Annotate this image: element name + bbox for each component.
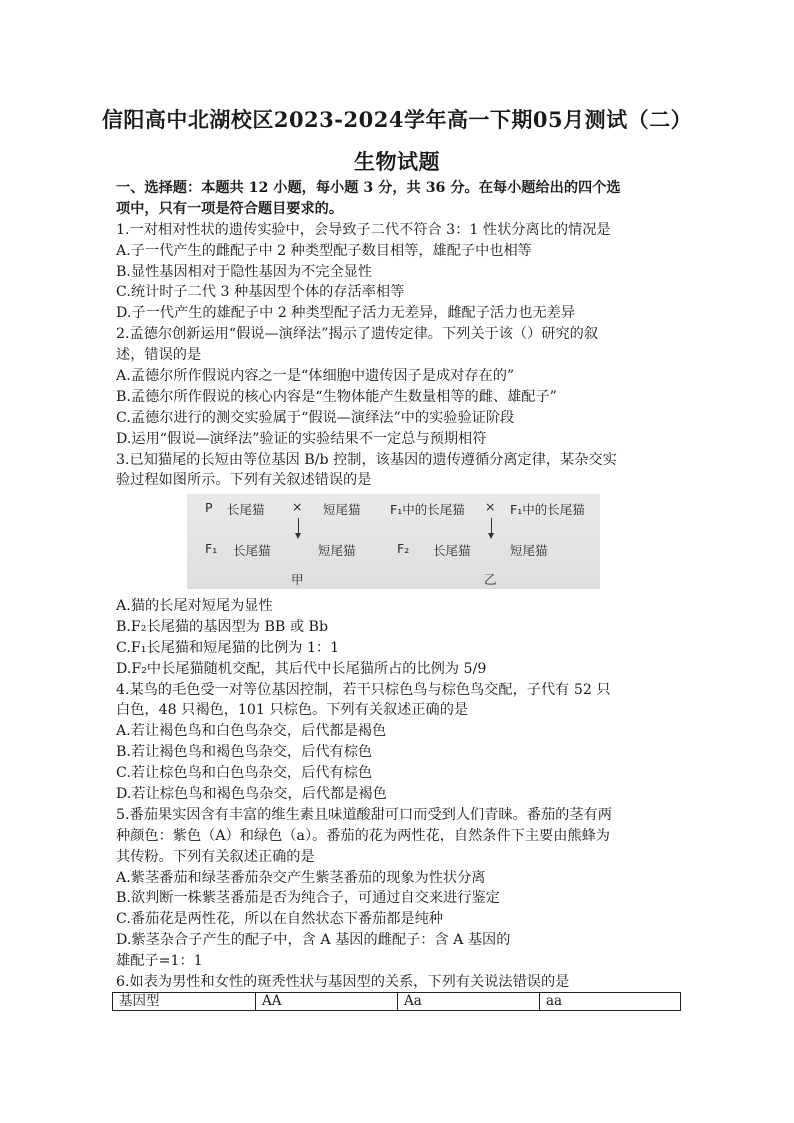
f1-label: F₁ xyxy=(205,541,218,556)
f1-long-tail: 长尾猫 xyxy=(233,543,271,558)
label-yi: 乙 xyxy=(484,572,497,587)
f2-short-tail: 短尾猫 xyxy=(510,543,548,558)
table-header-cell: aa xyxy=(546,993,563,1009)
section-heading-line-1: 一、选择题：本题共 12 小题，每小题 3 分，共 36 分。在每小题给出的四个选 xyxy=(116,180,621,196)
text-line: A.若让褐色鸟和白色鸟杂交，后代都是褐色 xyxy=(116,723,387,740)
text-line: D.紫茎杂合子产生的配子中，含 A 基因的雌配子：含 A 基因的 xyxy=(116,932,511,949)
text-line: A.孟德尔所作假说内容之一是“体细胞中遗传因子是成对存在的” xyxy=(116,368,515,385)
questions-bottom xyxy=(116,596,686,993)
text-line: 验过程如图所示。下列有关叙述错误的是 xyxy=(116,472,372,489)
arrowhead-icon xyxy=(295,533,301,539)
cross-symbol: × xyxy=(292,499,303,514)
text-line: A.猫的长尾对短尾为显性 xyxy=(116,598,273,614)
text-line: 其传粉。下列有关叙述正确的是 xyxy=(116,848,315,865)
table-header-cell: Aa xyxy=(398,993,540,1010)
text-line: B.显性基因相对于隐性基因为不完全显性 xyxy=(116,263,373,280)
table-header-cell: 基因型 xyxy=(113,993,256,1010)
text-line: 5.番茄果实因含有丰富的维生素且味道酸甜可口而受到人们青睐。番茄的茎有两 xyxy=(116,806,612,823)
text-line: C.F₁长尾猫和短尾猫的比例为 1：1 xyxy=(116,639,340,656)
text-line: B.孟德尔所作假说的核心内容是“生物体能产生数量相等的雌、雄配子” xyxy=(116,388,557,405)
text-line: A.子一代产生的雌配子中 2 种类型配子数目相等，雄配子中也相等 xyxy=(116,242,532,259)
text-line: 6.如表为男性和女性的斑秃性状与基因型的关系，下列有关说法错误的是 xyxy=(116,974,570,991)
text-line: 述，错误的是 xyxy=(116,347,202,364)
f2-long-tail: 长尾猫 xyxy=(433,543,471,558)
text-line: 3.已知猫尾的长短由等位基因 B/b 控制，该基因的遗传遵循分离定律，某杂交实 xyxy=(116,451,617,468)
questions-top xyxy=(116,178,686,491)
arrow-down-icon xyxy=(491,518,492,534)
table-header-cell: AA xyxy=(256,993,398,1010)
f1-long-tail-b: F₁中的长尾猫 xyxy=(510,502,585,517)
arrowhead-icon xyxy=(488,533,494,539)
section-heading-line-2: 项中，只有一项是符合题目要求的。 xyxy=(116,200,344,217)
text-line: 1.一对相对性状的遗传实验中，会导致子二代不符合 3：1 性状分离比的情况是 xyxy=(116,221,611,238)
text-line: C.孟德尔进行的测交实验属于“假说—演绎法”中的实验验证阶段 xyxy=(116,409,515,426)
cross-symbol-2: × xyxy=(485,499,496,514)
page-subtitle: 生物试题 xyxy=(354,149,440,174)
arrow-down-icon xyxy=(298,518,299,534)
text-line: B.F₂长尾猫的基因型为 BB 或 Bb xyxy=(116,618,329,635)
text-line: 雄配子=1：1 xyxy=(116,953,203,970)
text-line: A.紫茎番茄和绿茎番茄杂交产生紫茎番茄的现象为性状分离 xyxy=(116,869,486,886)
p-short-tail: 短尾猫 xyxy=(323,502,361,517)
text-line: D.若让棕色鸟和褐色鸟杂交，后代都是褐色 xyxy=(116,786,387,803)
f2-label: F₂ xyxy=(397,541,410,556)
text-line: D.子一代产生的雄配子中 2 种类型配子活力无差异，雌配子活力也无差异 xyxy=(116,305,576,322)
text-line: B.若让褐色鸟和褐色鸟杂交，后代有棕色 xyxy=(116,744,373,761)
text-line: 2.孟德尔创新运用“假说—演绎法”揭示了遗传定律。下列关于该（）研究的叙 xyxy=(116,326,599,343)
f1-long-tail-a: F₁中的长尾猫 xyxy=(390,502,465,517)
text-line: B.欲判断一株紫茎番茄是否为纯合子，可通过自交来进行鉴定 xyxy=(116,890,500,907)
p-label: P xyxy=(205,500,213,515)
text-line: 种颜色：紫色（A）和绿色（a）。番茄的花为两性花，自然条件下主要由熊蜂为 xyxy=(116,827,610,844)
p-long-tail: 长尾猫 xyxy=(227,502,265,517)
text-line: C.统计时子二代 3 种基因型个体的存活率相等 xyxy=(116,284,405,301)
text-line: D.运用“假说—演绎法”验证的实验结果不一定总与预期相符 xyxy=(116,430,487,447)
genotype-table xyxy=(112,992,681,1011)
text-line: 白色，48 只褐色，101 只棕色。下列有关叙述正确的是 xyxy=(116,702,469,719)
page-title: 信阳高中北湖校区2023-2024学年高一下期05月测试（二） xyxy=(101,107,693,132)
text-line: C.若让棕色鸟和白色鸟杂交，后代有棕色 xyxy=(116,765,373,782)
text-line: 4.某鸟的毛色受一对等位基因控制，若干只棕色鸟与棕色鸟交配，子代有 52 只 xyxy=(116,681,611,698)
f1-short-tail: 短尾猫 xyxy=(318,543,356,558)
cross-diagram-figure xyxy=(187,494,600,589)
text-line: D.F₂中长尾猫随机交配，其后代中长尾猫所占的比例为 5/9 xyxy=(116,660,487,677)
text-line: C.番茄花是两性花，所以在自然状态下番茄都是纯种 xyxy=(116,911,443,928)
label-jia: 甲 xyxy=(291,572,304,587)
